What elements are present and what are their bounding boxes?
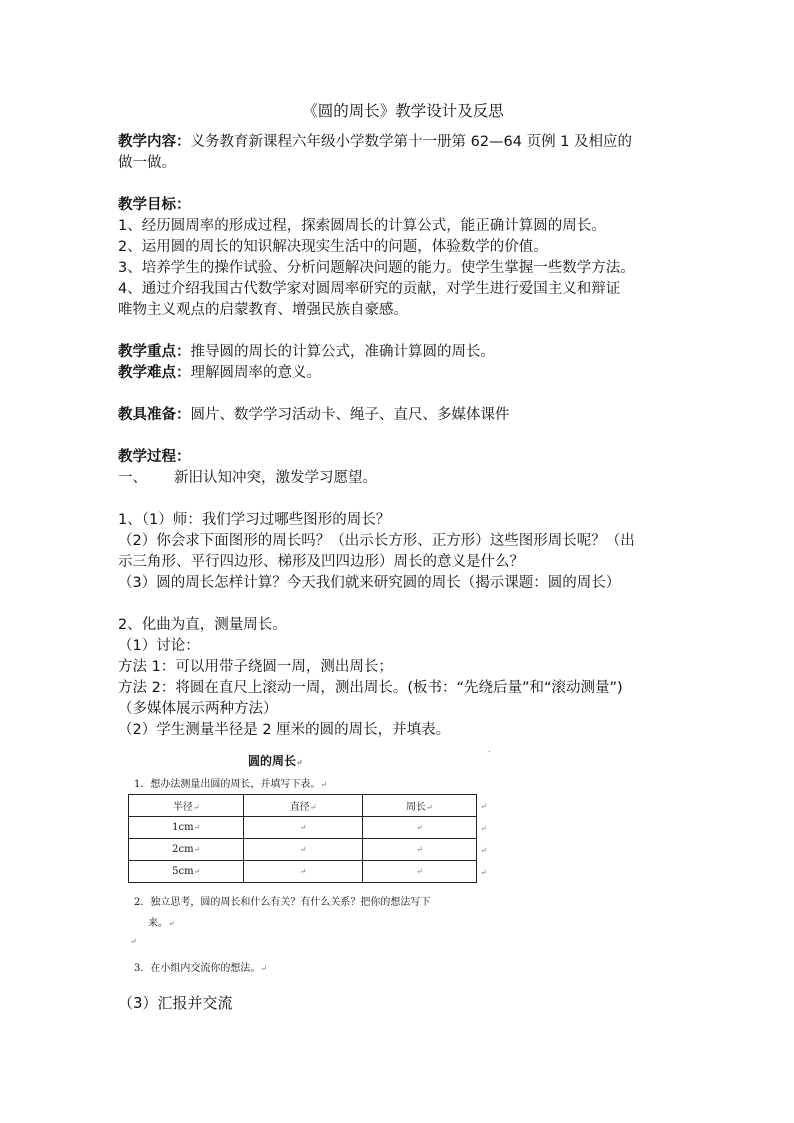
table-cell: ↵ (362, 817, 476, 839)
worksheet-title: 圆的周长↵ (248, 754, 303, 768)
content-line-1 (118, 132, 688, 153)
table-header-cell: 半径↵ (129, 795, 244, 817)
document-page (118, 100, 688, 741)
table-row (129, 839, 477, 861)
table-cell: ↵ (244, 861, 362, 883)
table-row (129, 861, 477, 883)
goal-item: 唯物主义观点的启蒙教育、增强民族自豪感。 (118, 302, 408, 318)
content-label: 教学内容： (118, 134, 191, 150)
worksheet-q2-line1: 2．独立思考，圆的周长和什么有关？有什么关系？把你的想法写下 (134, 897, 431, 908)
s1-line: （3）圆的周长怎样计算？今天我们就来研究圆的周长（揭示课题：圆的周长） (118, 575, 621, 591)
table-header-cell: 周长↵ (362, 795, 476, 817)
table-header-cell: 直径↵ (244, 795, 362, 817)
table-row (129, 817, 477, 839)
s2-line: 方法 1：可以用带子绕圆一周，测出周长； (118, 659, 393, 675)
difficulty-text: 理解圆周率的意义。 (190, 365, 321, 381)
s1-line: 示三角形、平行四边形、梯形及凹四边形）周长的意义是什么？ (118, 554, 524, 570)
goals-label: 教学目标： (118, 197, 191, 213)
process-label: 教学过程： (118, 449, 191, 465)
table-header-row (129, 795, 477, 817)
row-end-mark: ↵ (480, 824, 487, 833)
difficulty-line (118, 363, 688, 384)
s1-line: 1、（1）师：我们学习过哪些图形的周长？ (118, 512, 391, 528)
tools-text: 圆片、数学学习活动卡、绳子、直尺、多媒体课件 (190, 407, 510, 423)
document-title: 《圆的周长》教学设计及反思 (302, 102, 504, 120)
difficulty-label: 教学难点： (118, 365, 191, 381)
s2-line: 方法 2：将圆在直尺上滚动一周，测出周长。(板书：“先绕后量”和“滚动测量”) (118, 680, 623, 696)
key-point-label: 教学重点： (118, 344, 191, 360)
table-cell: 2cm↵ (129, 839, 244, 861)
s2-line: （1）讨论： (118, 638, 200, 654)
worksheet-image (128, 748, 490, 978)
content-text: 义务教育新课程六年级小学数学第十一册第 62—64 页例 1 及相应的 (190, 134, 633, 150)
key-point-line (118, 342, 688, 363)
table-cell: ↵ (362, 839, 476, 861)
row-end-mark: ↵ (480, 846, 487, 855)
final-line: （3）汇报并交流 (118, 994, 233, 1012)
key-point-text: 推导圆的周长的计算公式，准确计算圆的周长。 (190, 344, 495, 360)
goal-item: 1、经历圆周率的形成过程，探索圆周长的计算公式，能正确计算圆的周长。 (118, 218, 606, 234)
stray-mark: . (488, 745, 491, 754)
tools-label: 教具准备： (118, 407, 191, 423)
row-end-mark: ↵ (480, 868, 487, 877)
s1-line: （2）你会求下面图形的周长吗？（出示长方形、正方形）这些图形周长呢？（出 (118, 533, 635, 549)
tools-line (118, 405, 688, 426)
table-cell: 1cm↵ (129, 817, 244, 839)
section1-text: 新旧认知冲突，激发学习愿望。 (174, 470, 377, 486)
worksheet-q1: 1．想办法测量出圆的周长，并填写下表。↵ (134, 779, 328, 790)
table-cell: 5cm↵ (129, 861, 244, 883)
content-line-2: 做一做。 (118, 155, 176, 171)
goal-item: 4、通过介绍我国古代数学家对圆周率研究的贡献，对学生进行爱国主义和辩证 (118, 281, 621, 297)
table-cell: ↵ (244, 839, 362, 861)
worksheet-q2-line2: 来。↵ (148, 918, 175, 929)
s2-line: 2、化曲为直，测量周长。 (118, 617, 287, 633)
table-cell: ↵ (362, 861, 476, 883)
goal-item: 2、运用圆的周长的知识解决现实生活中的问题，体验数学的价值。 (118, 239, 548, 255)
worksheet-q3: 3．在小组内交流你的想法。↵ (134, 963, 268, 974)
table-cell: ↵ (244, 817, 362, 839)
goal-item: 3、培养学生的操作试验、分析问题解决问题的能力。使学生掌握一些数学方法。 (118, 260, 635, 276)
s2-line: （多媒体展示两种方法） (118, 701, 278, 717)
section1-heading (118, 468, 688, 489)
section1-number: 一、 (118, 470, 147, 486)
row-end-mark: ↵ (480, 802, 487, 811)
s2-line: （2）学生测量半径是 2 厘米的圆的周长，并填表。 (118, 722, 451, 738)
empty-paragraph-mark: ↵ (130, 937, 137, 946)
worksheet-table (128, 794, 477, 883)
